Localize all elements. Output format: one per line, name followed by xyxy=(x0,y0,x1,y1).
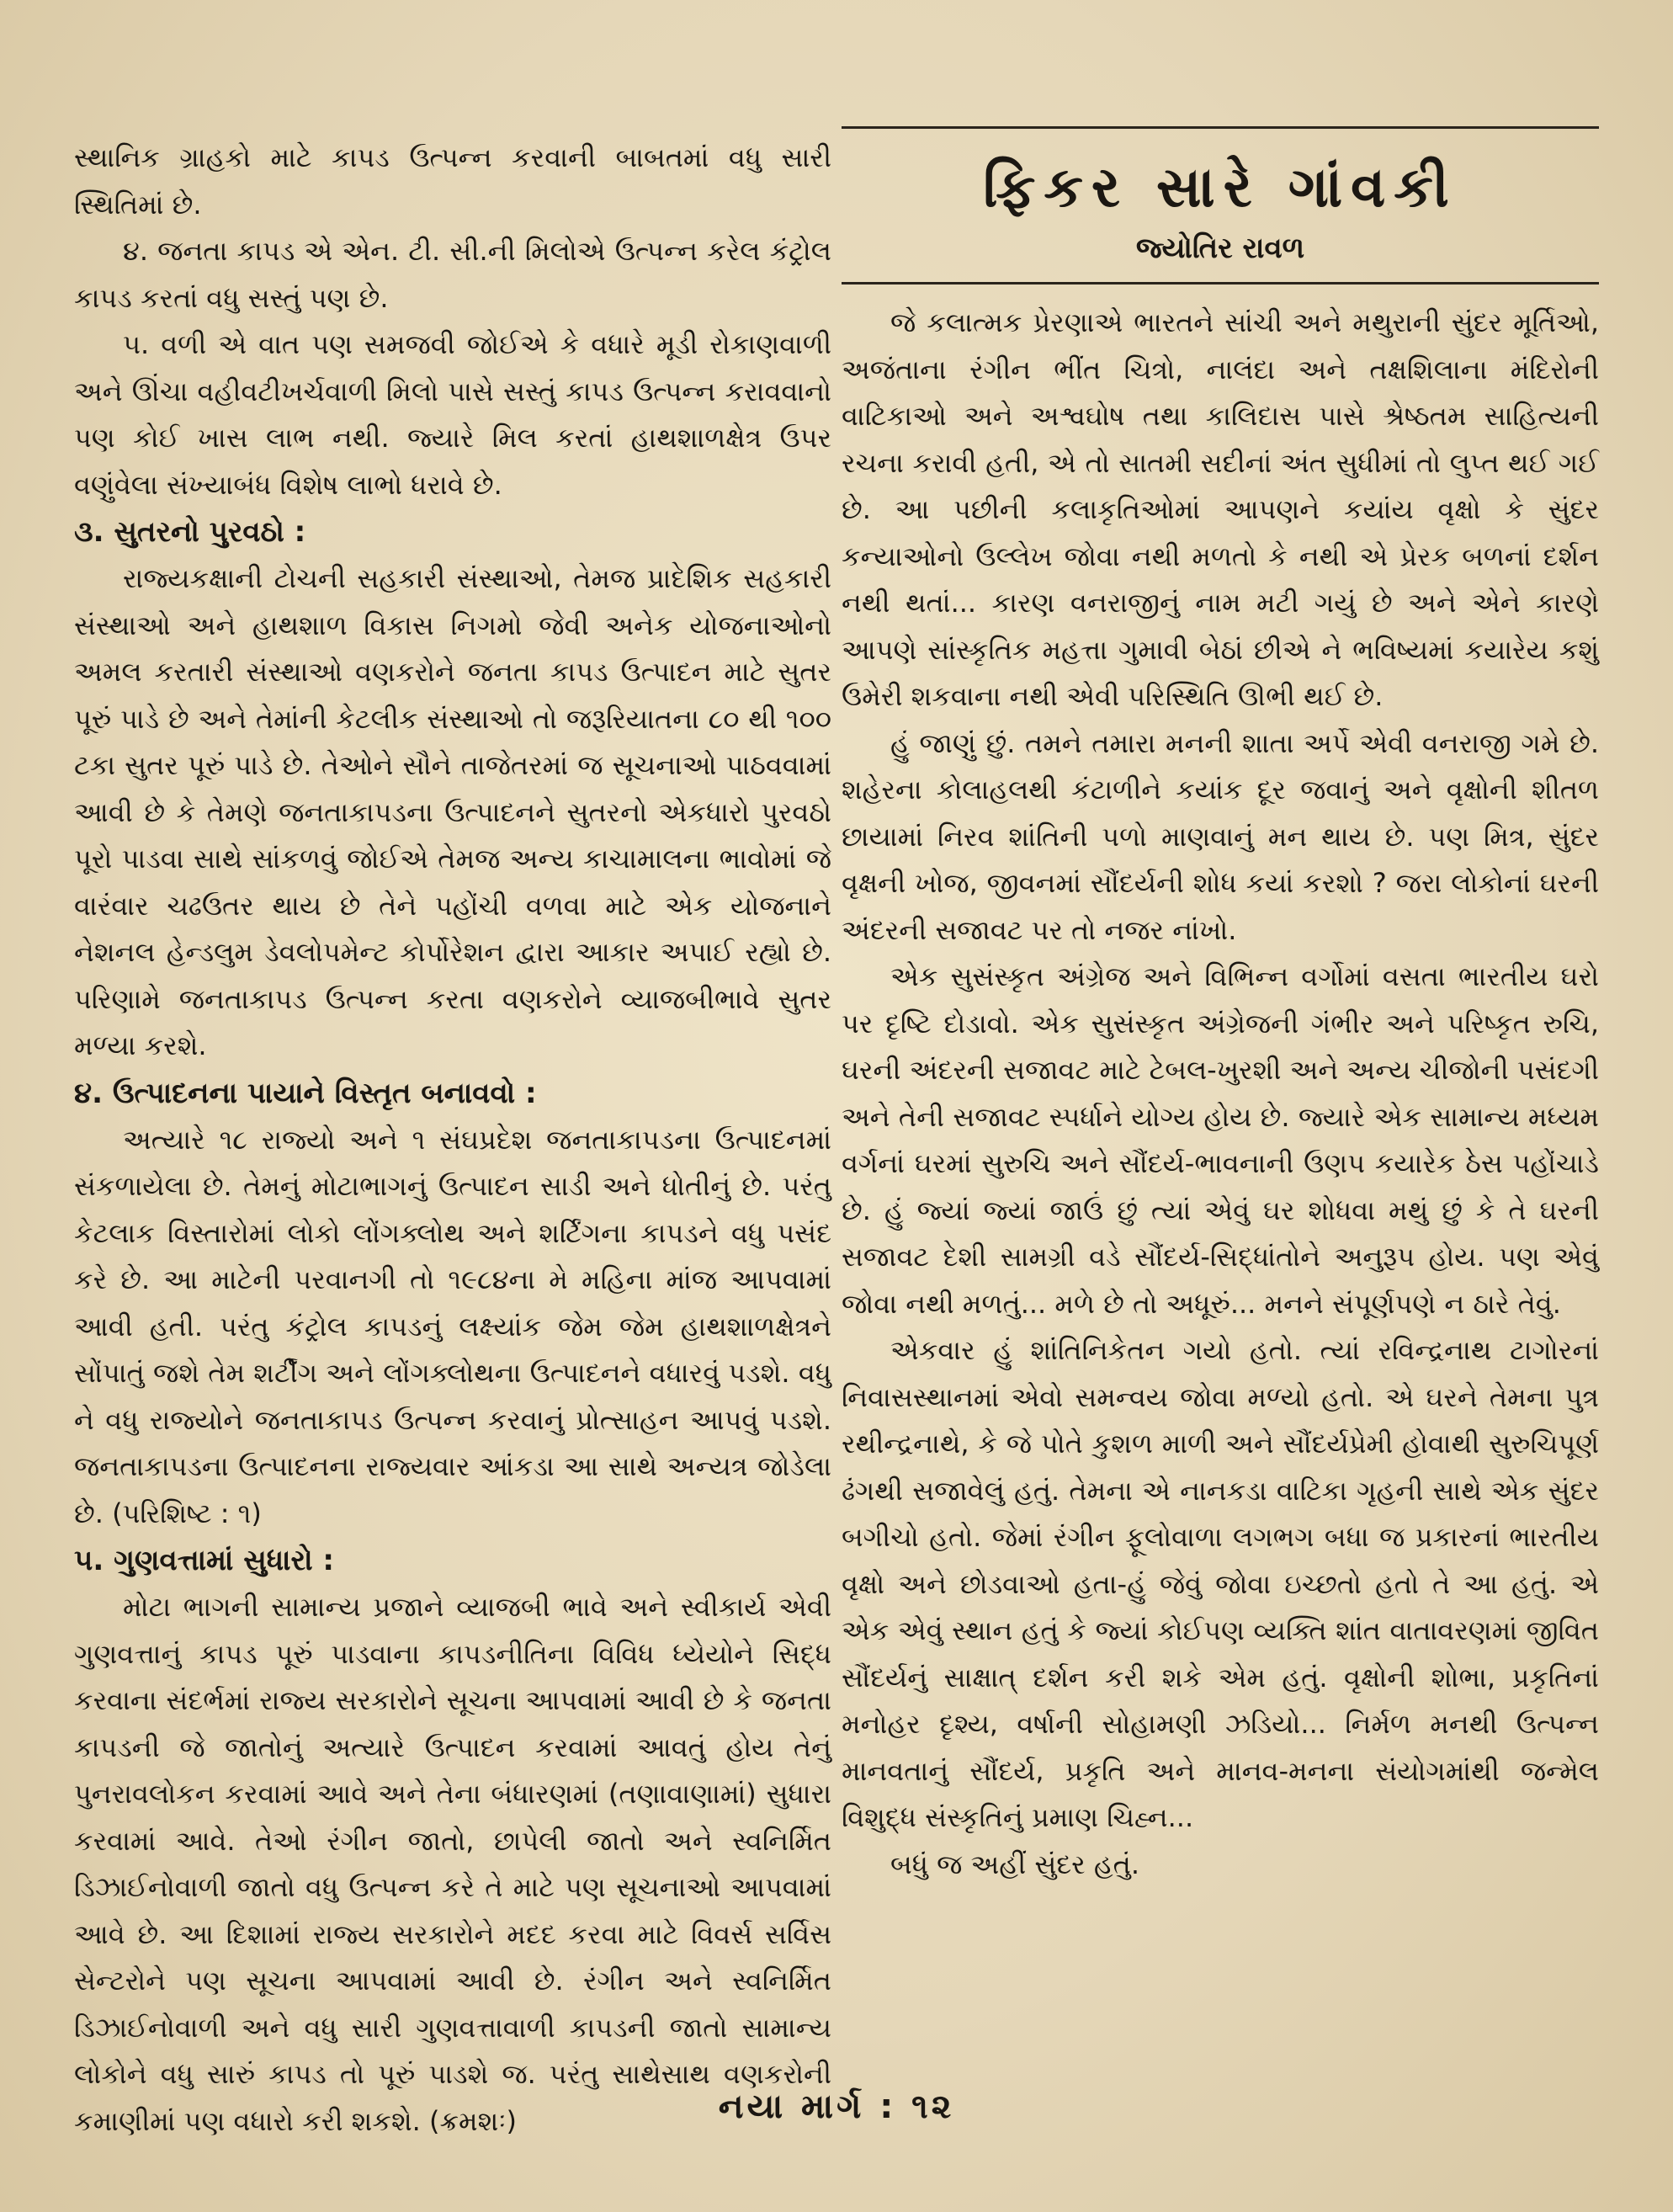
article-closing-line: બધું જ અહીં સુંદર હતું. xyxy=(890,1848,1140,1880)
article-author: જ્યોતિર રાવળ xyxy=(1135,231,1305,265)
page-footer: નયા માર્ગ : ૧૨ xyxy=(718,2087,955,2126)
article-title: ફિકર સારે ગાંવકી xyxy=(983,155,1458,220)
section-4-heading: ૪. ઉત્પાદનના પાયાને વિસ્તૃત બનાવવો : xyxy=(74,1076,537,1110)
intro-paragraph: સ્થાનિક ગ્રાહકો માટે કાપડ ઉત્પન્ન કરવાની બાબતમાં વધુ સારી સ્થિતિમાં છે. xyxy=(74,141,831,221)
point-5-paragraph: ૫. વળી એ વાત પણ સમજવી જોઈએ કે વધારે મૂડી રોકાણવાળી અને ઊંચા વહીવટીખર્ચવાળી મિલો પાસે સસ્તું કાપડ ઉત્પન્ન કરાવવાનો પણ કોઈ ખાસ લાભ નથી. જ્યારે મિલ કરતાં હાથશાળક્ષેત્ર ઉપર વણુંવેલા સંખ્યાબંધ વિશેષ લાભો ધરાવે છે. xyxy=(74,328,831,501)
article-paragraph: એકવાર હું શાંતિનિકેતન ગયો હતો. ત્યાં રવિન્દ્રનાથ ટાગોરનાં નિવાસસ્થાનમાં એવો સમન્વય જોવા મળ્યો હતો. એ ઘરને તેમના પુત્ર રથીન્દ્રનાથે, કે જે પોતે કુશળ માળી અને સૌંદર્યપ્રેમી હોવાથી સુરુચિપૂર્ણ ઢંગથી સજાવેલું હતું. તેમના એ નાનકડા વાટિકા ગૃહની સાથે એક સુંદર બગીચો હતો. જેમાં રંગીન ફૂલોવાળા લગભગ બધા જ પ્રકારનાં ભારતીય વૃક્ષો અને છોડવાઓ હતા-હું જેવું જોવા ઇચ્છતો હતો તે આ હતું. એ એક એવું સ્થાન હતું કે જ્યાં કોઈપણ વ્યક્તિ શાંત વાતાવરણમાં જીવિત સૌંદર્યનું સાક્ષાત્ દર્શન કરી શકે એમ હતું. વૃક્ષોની શોભા, પ્રકૃતિનાં મનોહર દૃશ્ય, વર્ષાની સોહામણી ઝડિયો... નિર્મળ મનથી ઉત્પન્ન માનવતાનું સૌંદર્ય, પ્રકૃતિ અને માનવ-મનના સંયોગમાંથી જન્મેલ વિશુદ્ધ સંસ્કૃતિનું પ્રમાણ ચિહ્ન... xyxy=(842,1334,1599,1833)
left-column xyxy=(74,135,831,2145)
title-bottom-rule xyxy=(842,282,1599,284)
section-4-body: અત્યારે ૧૮ રાજ્યો અને ૧ સંઘપ્રદેશ જનતાકાપડના ઉત્પાદનમાં સંકળાયેલા છે. તેમનું મોટાભાગનું ઉત્પાદન સાડી અને ધોતીનું છે. પરંતુ કેટલાક વિસ્તારોમાં લોકો લોંગક્લોથ અને શર્ટિંગના કાપડને વધુ પસંદ કરે છે. આ માટેની પરવાનગી તો ૧૯૮૪ના મે મહિના માંજ આપવામાં આવી હતી. પરંતુ કંટ્રોલ કાપડનું લક્ષ્યાંક જેમ જેમ હાથશાળક્ષેત્રને સોંપાતું જશે તેમ શર્ટીંગ અને લોંગક્લોથના ઉત્પાદનને વધારવું પડશે. વધુ ને વધુ રાજ્યોને જનતાકાપડ ઉત્પન્ન કરવાનું પ્રોત્સાહન આપવું પડશે. જનતાકાપડના ઉત્પાદનના રાજ્યવાર આંકડા આ સાથે અન્યત્ર જોડેલા છે. (પરિશિષ્ટ : ૧) xyxy=(74,1123,831,1529)
title-top-rule xyxy=(842,126,1599,129)
article-paragraph: એક સુસંસ્કૃત અંગ્રેજ અને વિભિન્ન વર્ગોમાં વસતા ભારતીય ઘરો પર દૃષ્ટિ દોડાવો. એક સુસંસ્કૃત અંગ્રેજની ગંભીર અને પરિષ્કૃત રુચિ, ઘરની અંદરની સજાવટ માટે ટેબલ-ખુરશી અને અન્ય ચીજોની પસંદગી અને તેની સજાવટ સ્પર્ધાને યોગ્ય હોય છે. જ્યારે એક સામાન્ય મધ્યમ વર્ગનાં ઘરમાં સુરુચિ અને સૌંદર્ય-ભાવનાની ઉણપ કયારેક ઠેસ પહોંચાડે છે. હું જ્યાં જ્યાં જાઉં છું ત્યાં એવું ઘર શોધવા મથું છું કે તે ઘરની સજાવટ દેશી સામગ્રી વડે સૌંદર્ય-સિદ્ધાંતોને અનુરૂપ હોય. પણ એવું જોવા નથી મળતું... મળે છે તો અધૂરું... મનને સંપૂર્ણપણે ન ઠારે તેવું. xyxy=(842,960,1599,1320)
section-5-heading: ૫. ગુણવત્તામાં સુધારો : xyxy=(74,1544,334,1577)
article-paragraph: જે કલાત્મક પ્રેરણાએ ભારતને સાંચી અને મથુરાની સુંદર મૂર્તિઓ, અજંતાના રંગીન ભીંત ચિત્રો, નાલંદા અને તક્ષશિલાના મંદિરોની વાટિકાઓ અને અશ્વઘોષ તથા કાલિદાસ પાસે શ્રેષ્ઠતમ સાહિત્યની રચના કરાવી હતી, એ તો સાતમી સદીનાં અંત સુધીમાં તો લુપ્ત થઈ ગઈ છે. આ પછીની કલાકૃતિઓમાં આપણને કયાંય વૃક્ષો કે સુંદર કન્યાઓનો ઉલ્લેખ જોવા નથી મળતો કે નથી એ પ્રેરક બળનાં દર્શન નથી થતાં... કારણ વનરાજીનું નામ મટી ગયું છે અને એને કારણે આપણે સાંસ્કૃતિક મહત્તા ગુમાવી બેઠાં છીએ ને ભવિષ્યમાં કયારેય કશું ઉમેરી શકવાના નથી એવી પરિસ્થિતિ ઊભી થઈ છે. xyxy=(842,306,1599,712)
section-5-body: મોટા ભાગની સામાન્ય પ્રજાને વ્યાજબી ભાવે અને સ્વીકાર્ય એવી ગુણવત્તાનું કાપડ પૂરું પાડવાના કાપડનીતિના વિવિધ ધ્યેયોને સિદ્ધ કરવાના સંદર્ભમાં રાજ્ય સરકારોને સૂચના આપવામાં આવી છે કે જનતા કાપડની જે જાતોનું અત્યારે ઉત્પાદન કરવામાં આવતું હોય તેનું પુનરાવલોકન કરવામાં આવે અને તેના બંધારણમાં (તણાવાણામાં) સુધારા કરવામાં આવે. તેઓ રંગીન જાતો, છાપેલી જાતો અને સ્વનિર્મિત ડિઝાઈનોવાળી જાતો વધુ ઉત્પન્ન કરે તે માટે પણ સૂચનાઓ આપવામાં આવે છે. આ દિશામાં રાજ્ય સરકારોને મદદ કરવા માટે વિવર્સ સર્વિસ સેન્ટરોને પણ સૂચના આપવામાં આવી છે. રંગીન અને સ્વનિર્મિત ડિઝાઈનોવાળી અને વધુ સારી ગુણવત્તાવાળી કાપડની જાતો સામાન્ય લોકોને વધુ સારું કાપડ તો પૂરું પાડશે જ. પરંતુ સાથેસાથ વણકરોની કમાણીમાં પણ વધારો કરી શકશે. (ક્રમશઃ) xyxy=(74,1591,831,2137)
article-paragraph: હું જાણું છું. તમને તમારા મનની શાતા અર્પે એવી વનરાજી ગમે છે. શહેરના કોલાહલથી કંટાળીને કયાંક દૂર જવાનું અને વૃક્ષોની શીતળ છાયામાં નિરવ શાંતિની પળો માણવાનું મન થાય છે. પણ મિત્ર, સુંદર વૃક્ષની ખોજ, જીવનમાં સૌંદર્યની શોધ કયાં કરશો ? જરા લોકોનાં ઘરની અંદરની સજાવટ પર તો નજર નાંખો. xyxy=(842,726,1599,946)
point-4-paragraph: ૪. જનતા કાપડ એ એન. ટી. સી.ની મિલોએ ઉત્પન્ન કરેલ કંટ્રોલ કાપડ કરતાં વધુ સસ્તું પણ છે. xyxy=(74,235,831,314)
section-3-body: રાજ્યકક્ષાની ટોચની સહકારી સંસ્થાઓ, તેમજ પ્રાદેશિક સહકારી સંસ્થાઓ અને હાથશાળ વિકાસ નિગમો જેવી અનેક યોજનાઓનો અમલ કરતારી સંસ્થાઓ વણકરોને જનતા કાપડ ઉત્પાદન માટે સુતર પૂરું પાડે છે અને તેમાંની કેટલીક સંસ્થાઓ તો જરૂરિયાતના ૮૦ થી ૧૦૦ ટકા સુતર પૂરું પાડે છે. તેઓને સૌને તાજેતરમાં જ સૂચનાઓ પાઠવવામાં આવી છે કે તેમણે જનતાકાપડના ઉત્પાદનને સુતરનો એકધારો પુરવઠો પૂરો પાડવા સાથે સાંકળવું જોઈએ તેમજ અન્ય કાચામાલના ભાવોમાં જે વારંવાર ચઢઉતર થાય છે તેને પહોંચી વળવા માટે એક યોજનાને નેશનલ હેન્ડલુમ ડેવલોપમેન્ટ કોર્પોરેશન દ્વારા આકાર અપાઈ રહ્યો છે. પરિણામે જનતાકાપડ ઉત્પન્ન કરતા વણકરોને વ્યાજબીભાવે સુતર મળ્યા કરશે. xyxy=(74,562,831,1061)
section-3-heading: ૩. સુતરનો પુરવઠો : xyxy=(74,515,306,549)
right-column xyxy=(842,126,1599,1888)
